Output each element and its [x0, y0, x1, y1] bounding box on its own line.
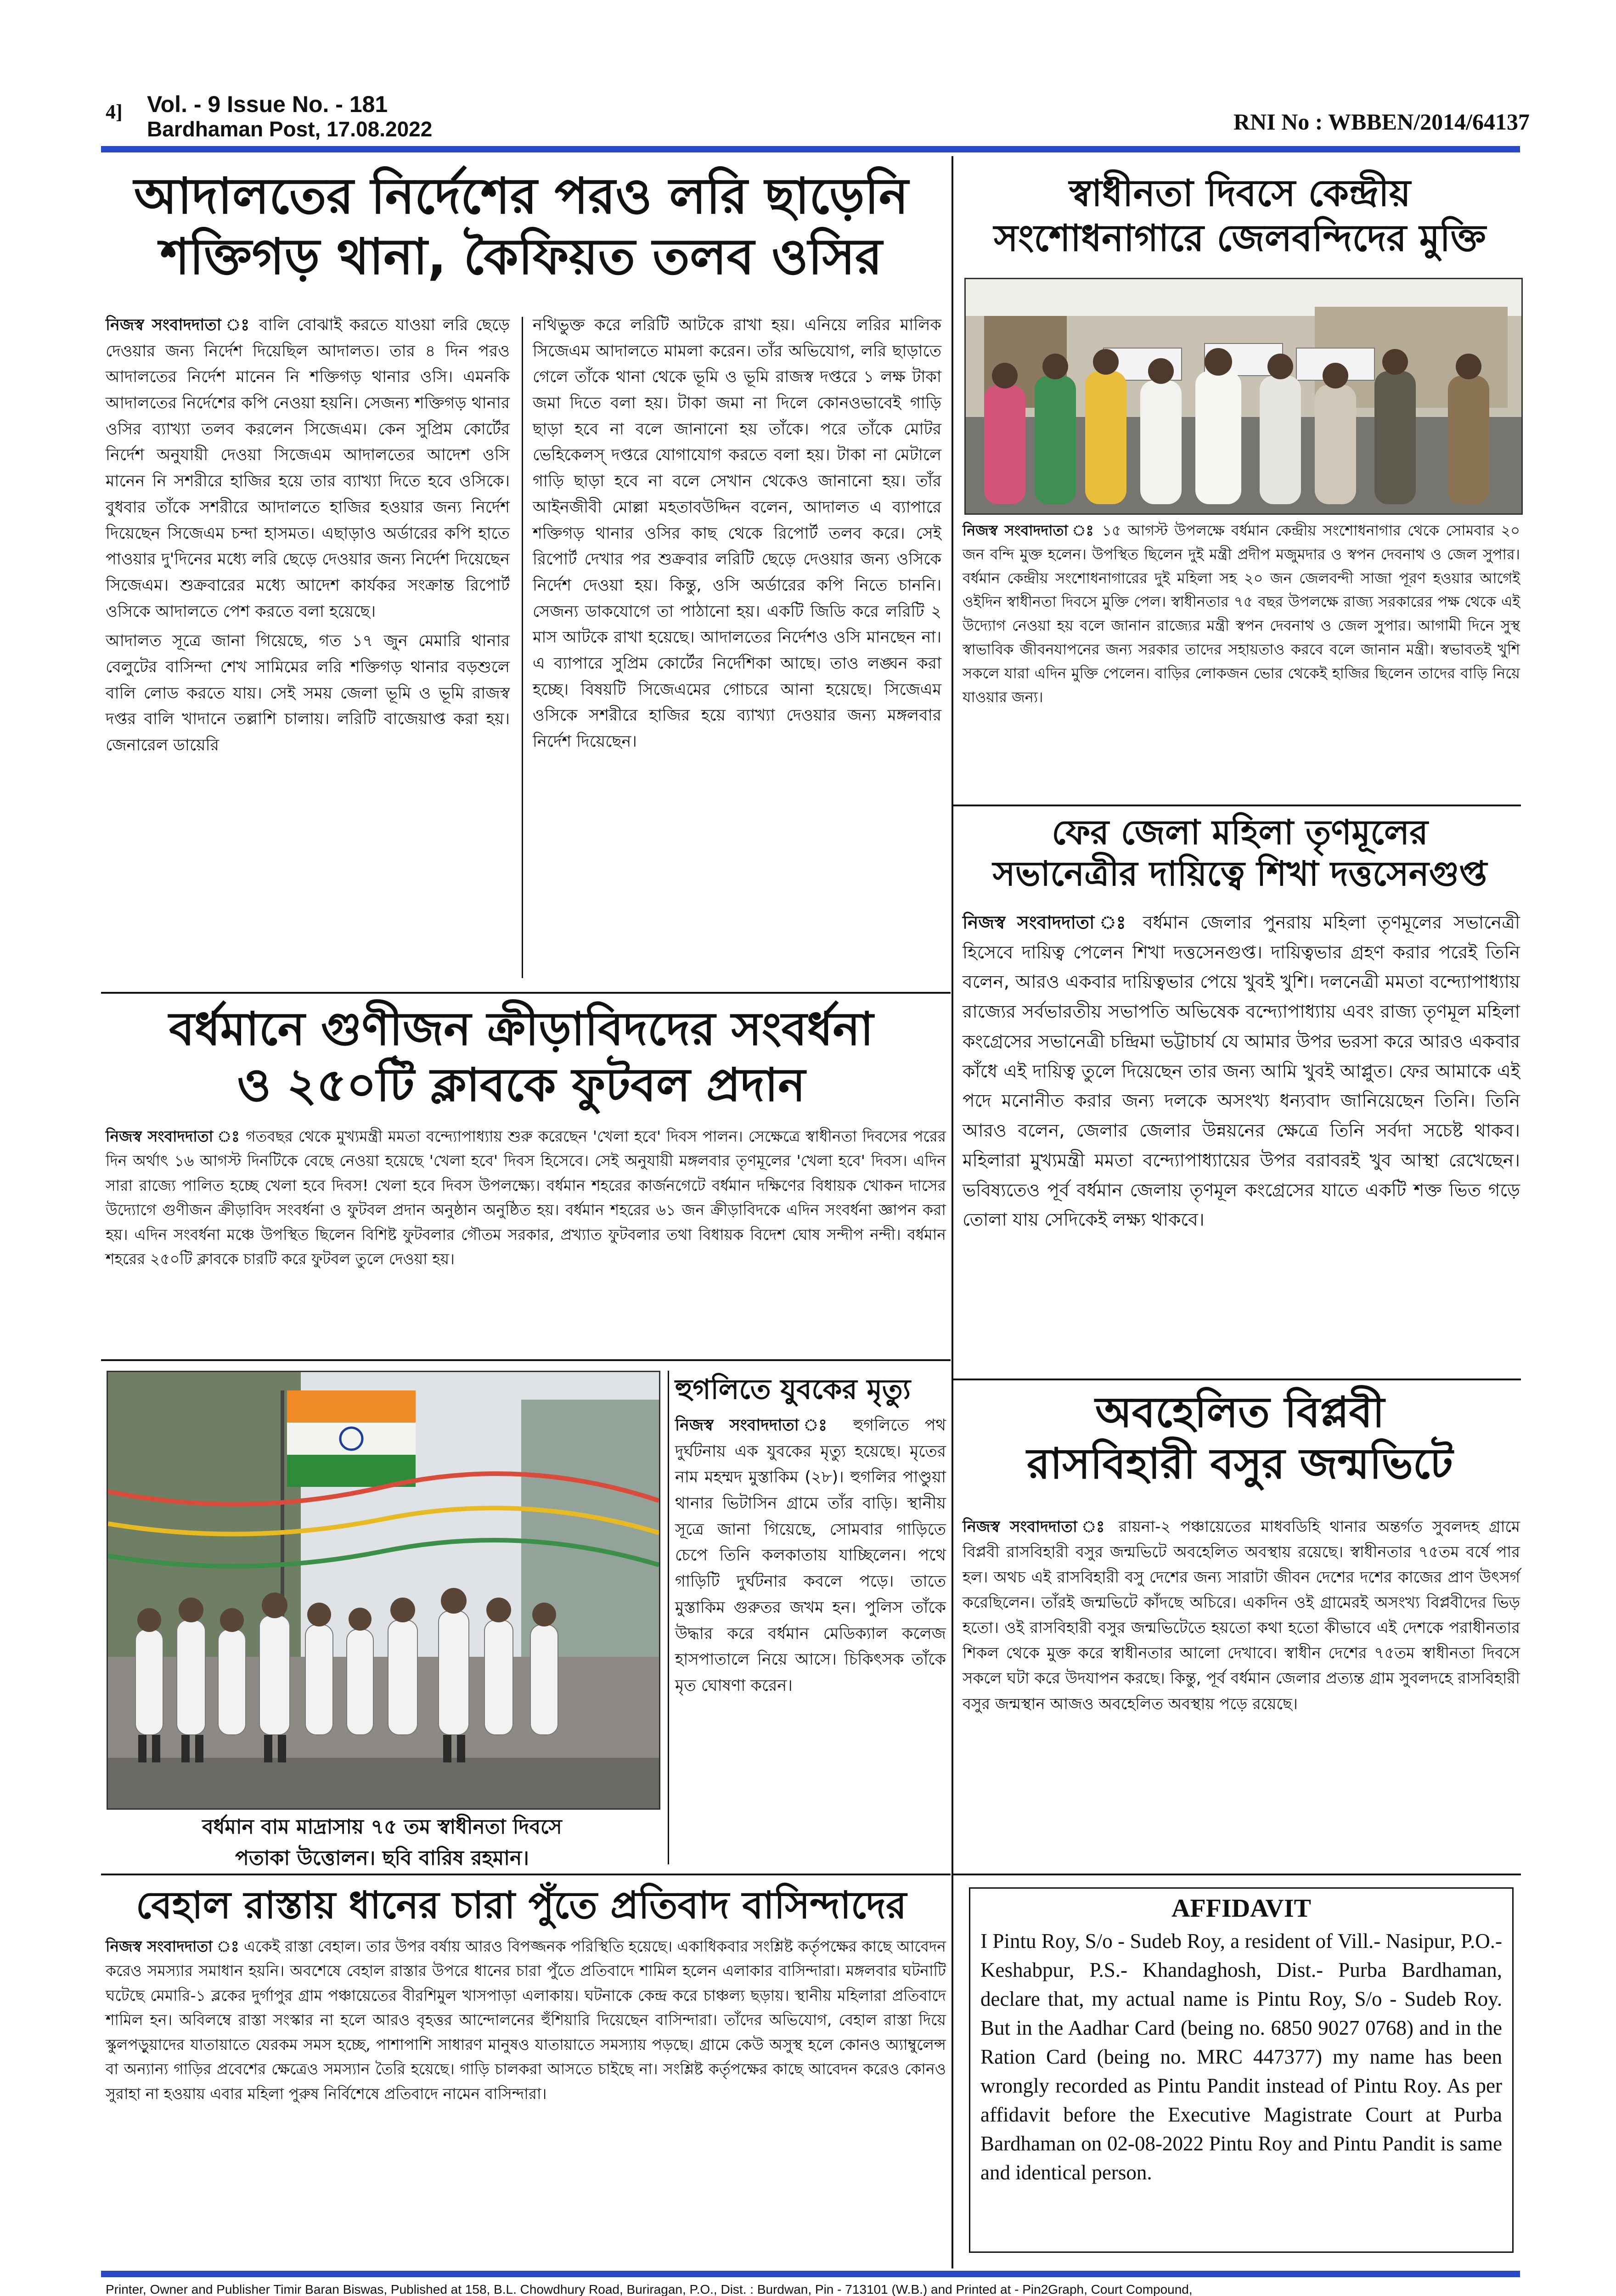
section-rule — [101, 1359, 951, 1361]
flag-hoisting-photo — [107, 1371, 660, 1810]
prisoner-release-photo — [964, 278, 1523, 515]
story5-headline: স্বাধীনতা দিবসে কেন্দ্রীয় সংশোধনাগারে জেলবন্দিদের মুক্তি — [994, 172, 1486, 259]
section-rule — [953, 1379, 1521, 1380]
story6-headline: ফের জেলা মহিলা তৃণমূলের সভানেত্রীর দায়িত্বে শিখা দত্তসেনগুপ্ত — [992, 813, 1487, 894]
top-blue-rule — [101, 146, 1520, 152]
imprint-line-1: Printer, Owner and Publisher Timir Baran Biswas, Published at 158, B.L. Chowdhury Road, Buriragan, P.O., Dist. : Burdwan, Pin - 713101 (W.B.) and Printed at - Pin2Graph, Court Compound, — [106, 2282, 1193, 2296]
affidavit-body: I Pintu Roy, S/o - Sudeb Roy, a resident of Vill.- Nasipur, P.O.- Keshabpur, P.S.- Khandaghosh, Dist.- Purba Bardhaman, declare that, my actual name is Pintu Roy, S/o - Sudeb Roy. But in the Aadhar Card (being no. 6850 9027 0768) and in the Ration Card (being no. MRC 447377) my name has been wrongly recorded as Pintu Pandit instead of Pintu Roy. As per affidavit before the Executive Magistrate Court at Purba Bardhaman on 02-08-2022 Pintu Roy and Pintu Pandit is same and identical person. — [980, 1930, 1502, 2184]
volume-issue: Vol. - 9 Issue No. - 181 — [147, 91, 388, 117]
story1-column-1: নিজস্ব সংবাদদাতা ঃ বালি বোঝাই করতে যাওয়া লরি ছেড়ে দেওয়ার জন্য নির্দেশ দিয়েছিল আদালত। তার ৪ দিন পরও আদালতের নির্দেশ মানেন নি শক্তিগড় থানার ওসি। এমনকি আদালতের নির্দেশের কপি নেওয়া হয়নি। সেজন্য শক্তিগড় থানার ওসির ব্যাখ্যা তলব করলেন সিজেএম। কেন সুপ্রিম কোর্টের নির্দেশ অনুযায়ী দেওয়া সিজেএম আদালতের আদেশ ওসি মানেন নি সশরীরে হাজির হয়ে তার ব্যাখ্যা দিতে হবে ওসিকে। বুধবার তাঁকে সশরীরে আদালতে হাজির হওয়ার জন্য নির্দেশ দিয়েছেন সিজেএম চন্দা হাসমত। এছাড়াও অর্ডারের কপি হাতে পাওয়ার দু'দিনের মধ্যে লরি ছেড়ে দেওয়ার জন্য নির্দেশ দিয়েছেন সিজেএম। শুক্রবারের মধ্যে আদেশ কার্যকর সংক্রান্ত রিপোর্ট ওসিকে আদালতে পেশ করতে বলা হয়েছে। আদালত সূত্রে জানা গিয়েছে, গত ১৭ জুন মেমারি থানার বেলুটের বাসিন্দা শেখ সামিমের লরি শক্তিগড় থানার বড়শুলে বালি লোড করতে যায়। সেই সময় জেলা ভূমি ও ভূমি রাজস্ব দপ্তর বালি খাদানে তল্লাশি চালায়। লরিটি বাজেয়াপ্ত করা হয়। জেনারেল ডায়েরি — [106, 316, 510, 754]
bottom-blue-rule — [101, 2271, 1520, 2277]
column-divider — [668, 1371, 669, 1864]
byline: নিজস্ব সংবাদদাতা ঃ — [106, 1127, 241, 1145]
byline: নিজস্ব সংবাদদাতা ঃ — [106, 1937, 239, 1955]
section-rule — [953, 805, 1521, 806]
paper-date: Bardhaman Post, 17.08.2022 — [147, 117, 433, 141]
story7-headline: অবহেলিত বিপ্লবী রাসবিহারী বসুর জন্মভিটে — [1026, 1388, 1453, 1489]
column-divider — [522, 317, 523, 978]
byline: নিজস্ব সংবাদদাতা ঃ — [963, 912, 1132, 933]
story4-body: নিজস্ব সংবাদদাতা ঃ একেই রাস্তা বেহাল। তার উপর বর্ষায় আরও বিপজ্জনক পরিস্থিতি হয়েছে। একাধিকবার সংশ্লিষ্ট কর্তৃপক্ষের কাছে আবেদন করেও সমস্যার সমাধান হয়নি। অবশেষে বেহাল রাস্তার উপরে ধানের চারা পুঁতে প্রতিবাদে শামিল হলেন এলাকার বাসিন্দারা। মঙ্গলবার ঘটনাটি ঘটেছে মেমারি-১ ব্লকের দুর্গাপুর গ্রাম পঞ্চায়েতের বীরশিমুল খাসপাড়া এলাকায়। ঘটনাকে কেন্দ্র করে চাঞ্চল্য ছড়ায়। স্থানীয় মহিলারা প্রতিবাদে শামিল হন। অবিলম্বে রাস্তা সংস্কার না হলে আরও বৃহত্তর আন্দোলনের হুঁশিয়ারি দিয়েছেন বাসিন্দারা। তাঁদের অভিযোগ, বেহাল রাস্তা দিয়ে স্কুলপড়ুয়াদের যাতায়াতে যেরকম সমস হচ্ছে, পাশাপাশি সাধারণ মানুষও যাতায়াতে সমস্যায় পড়ছে। গ্রামে কেউ অসুস্থ হলে কোনও অ্যাম্বুলেন্স বা অন্যান্য গাড়ির প্রবেশের ক্ষেত্রেও সমস্যান তৈরি হয়েছে। গাড়ি চালকরা আসতে চাইছে না। সংশ্লিষ্ট কর্তৃপক্ষের কাছে আবেদন করেও কোনও সুরাহা না হওয়ায় এবার মহিলা পুরুষ নির্বিশেষে প্রতিবাদে নামেন বাসিন্দারা। — [106, 1937, 946, 2103]
column-divider — [952, 156, 953, 2268]
story7-body: নিজস্ব সংবাদদাতা ঃ রায়না-২ পঞ্চায়েতের মাধবডিহি থানার অন্তর্গত সুবলদহ গ্রামে বিপ্লবী রাসবিহারী বসুর জন্মভিটে অবহেলিত অবস্থায় রয়েছে। স্বাধীনতার ৭৫তম বর্ষে পার হল। অথচ এই রাসবিহারী বসু দেশের জন্য সারাটা জীবন দেশের দশের কাজের প্রাণ উৎসর্গ করেছিলেন। তাঁরই জন্মভিটে কাঁদছে অচিরে। একদিন ওই গ্রামেরই অসংখ্য বিপ্লবীদের ভিড় হতো। ওই রাসবিহারী বসুর জন্মভিটেতে হয়তো কথা হতো কীভাবে এই দেশকে পরাধীনতার শিকল থেকে মুক্ত করে স্বাধীনতার আলো দেখাবে। স্বাধীন দেশের ৭৫তম স্বাধীনতা দিবসে সকলে ঘটা করে উদযাপন করছে। কিন্তু, পূর্ব বর্ধমান জেলার প্রত্যন্ত গ্রাম সুবলদহে রাসবিহারী বসুর জন্মস্থান আজও অবহেলিত অবস্থায় পড়ে রয়েছে। — [963, 1518, 1520, 1713]
photo-caption: বর্ধমান বাম মাদ্রাসায় ৭৫ তম স্বাধীনতা দিবসে পতাকা উত্তোলন। ছবি বারিষ রহমান। — [202, 1815, 562, 1870]
section-rule — [101, 1874, 951, 1875]
rni-number: RNI No : WBBEN/2014/64137 — [1233, 109, 1530, 135]
story3-body: নিজস্ব সংবাদদাতা ঃ হুগলিতে পথ দুর্ঘটনায় এক যুবকের মৃত্যু হয়েছে। মৃতের নাম মহম্মদ মুস্তাকিম (২৮)। হুগলির পাণ্ডুয়া থানার ভিটাসিন গ্রামে তাঁর বাড়ি। স্থানীয় সূত্রে জানা গিয়েছে, সোমবার গাড়িতে চেপে তিনি কলকাতায় যাচ্ছিলেন। পথে গাড়িটি দুর্ঘটনার কবলে পড়ে। তাতে মুস্তাকিম গুরুতর জখম হন। পুলিস তাঁকে উদ্ধার করে বর্ধমান মেডিক্যাল কলেজ হাসপাতালে নিয়ে আসে। চিকিৎসক তাঁকে মৃত ঘোষণা করেন। — [675, 1416, 946, 1695]
section-rule — [101, 992, 951, 994]
story3-headline: হুগলিতে যুবকের মৃত্যু — [675, 1373, 911, 1406]
story2-body: নিজস্ব সংবাদদাতা ঃ গতবছর থেকে মুখ্যমন্ত্রী মমতা বন্দ্যোপাধ্যায় শুরু করেছেন 'খেলা হবে' দিবস পালন। সেক্ষেত্রে স্বাধীনতা দিবসের পরের দিন অর্থাৎ ১৬ আগস্ট দিনটিকে বেছে নেওয়া হয়েছে 'খেলা হবে' দিবস হিসেবে। সেই অনুযায়ী মঙ্গলবার তৃণমূলের 'খেলা হবে' দিবস। এদিন সারা রাজ্যে পালিত হচ্ছে খেলা হবে দিবস! খেলা হবে দিবস উপলক্ষ্যে। বর্ধমান শহরের কার্জনগেটে বর্ধমান দক্ষিণের বিধায়ক খোকন দাসের উদ্যোগে গুণীজন ক্রীড়াবিদ সংবর্ধনা ও ফুটবল প্রদান অনুষ্ঠান অনুষ্ঠিত হয়। বর্ধমান শহরের ৬১ জন ক্রীড়াবিদকে এদিন সংবর্ধনা জ্ঞাপন করা হয়। এদিন সংবর্ধনা মঞ্চে উপস্থিত ছিলেন বিশিষ্ট ফুটবলার গৌতম সরকার, প্রখ্যাত ফুটবলার তথা বিধায়ক বিদেশ ঘোষ সন্দীপ নন্দী। বর্ধমান শহরের ২৫০টি ক্লাবকে চারটি করে ফুটবল তুলে দেওয়া হয়। — [106, 1127, 946, 1268]
story1-headline: আদালতের নির্দেশের পরও লরি ছাড়েনি শক্তিগড় থানা, কৈফিয়ত তলব ওসির — [134, 168, 909, 286]
byline: নিজস্ব সংবাদদাতা ঃ — [106, 316, 252, 334]
affidavit-box — [969, 1887, 1514, 2253]
story2-headline: বর্ধমানে গুণীজন ক্রীড়াবিদদের সংবর্ধনা ও ২৫০টি ক্লাবকে ফুটবল প্রদান — [169, 1002, 874, 1112]
affidavit-title: AFFIDAVIT — [1171, 1894, 1311, 1923]
byline: নিজস্ব সংবাদদাতা ঃ — [963, 1518, 1109, 1536]
byline: নিজস্ব সংবাদদাতা ঃ — [963, 522, 1096, 539]
story6-body: নিজস্ব সংবাদদাতা ঃ বর্ধমান জেলার পুনরায় মহিলা তৃণমূলের সভানেত্রী হিসেবে দায়িত্ব পেলেন শিখা দত্তসেনগুপ্ত। দায়িত্বভার গ্রহণ করার পরেই তিনি বলেন, আরও একবার দায়িত্বভার পেয়ে খুবই খুশি। দলনেত্রী মমতা বন্দ্যোপাধ্যায় রাজ্যের সর্বভারতীয় সভাপতি অভিষেক বন্দ্যোপাধ্যায় এবং রাজ্য তৃণমূল মহিলা কংগ্রেসের সভানেত্রী চন্দ্রিমা ভট্টাচার্য যে আমার উপর ভরসা করে আরও একবার কাঁধে এই দায়িত্ব তুলে দিয়েছেন তার জন্য আমি খুবই আপ্লুত। ফের আমাকে এই পদে মনোনীত করার জন্য দলকে অসংখ্য ধন্যবাদ জানিয়েছেন তিনি। তিনি আরও বলেন, জেলার জেলার উন্নয়নের ক্ষেত্রে তিনি সর্বদা সচেষ্ট থাকব। মহিলারা মুখ্যমন্ত্রী মমতা বন্দ্যোপাধ্যায়ের উপর বরাবরই খুব আস্থা রেখেছেন। ভবিষ্যতেও পূর্ব বর্ধমান জেলায় তৃণমূল কংগ্রেসের যাতে একটি শক্ত ভিত গড়ে তোলা যায় সেদিকেই লক্ষ্য থাকবে। — [963, 912, 1520, 1231]
section-rule — [953, 1874, 1521, 1875]
story4-headline: বেহাল রাস্তায় ধানের চারা পুঁতে প্রতিবাদ বাসিন্দাদের — [135, 1884, 907, 1927]
story1-column-2: নথিভুক্ত করে লরিটি আটকে রাখা হয়। এনিয়ে লরির মালিক সিজেএম আদালতে মামলা করেন। তাঁর অভিযোগ, লরি ছাড়াতে গেলে তাঁকে থানা থেকে ভূমি ও ভূমি রাজস্ব দপ্তরে ১ লক্ষ টাকা জমা দিতে বলা হয়। টাকা জমা না দিলে কোনওভাবেই গাড়ি ছাড়া হবে না বলে জানানো হয় তাঁকে। পরে তাঁকে মোটর ভেহিকেলস্ দপ্তরে যোগাযোগ করতে বলা হয়। টাকা না মেটালে গাড়ি ছাড়া হবে না বলে সেখান থেকেও জানানো হয়। তাঁর আইনজীবী মোল্লা মহতাবউদ্দিন বলেন, আদালত এ ব্যাপারে শক্তিগড় থানার ওসির কাছ থেকে রিপোর্ট তলব করে। সেই রিপোর্ট দেখার পর শুক্রবার লরিটি ছেড়ে দেওয়ার জন্য ওসিকে নির্দেশ দেওয়া হয়। কিন্তু, ওসি অর্ডারের কপি নিতে চাননি। সেজন্য ডাকযোগে তা পাঠানো হয়। একটি জিডি করে লরিটি ২ মাস আটকে রাখা হয়েছে। আদালতের নির্দেশও ওসি মানছেন না। এ ব্যাপারে সুপ্রিম কোর্টের নির্দেশিকা আছে। তাও লঙ্ঘন করা হচ্ছে। বিষয়টি সিজেএমের গোচরে আনা হয়েছে। সিজেএম ওসিকে সশরীরে হাজির হয়ে ব্যাখ্যা দেওয়ার জন্য মঙ্গলবার নির্দেশ দিয়েছেন। — [533, 316, 941, 751]
page-number: 4] — [106, 101, 123, 123]
byline: নিজস্ব সংবাদদাতা ঃ — [675, 1416, 838, 1435]
story5-body: নিজস্ব সংবাদদাতা ঃ ১৫ আগস্ট উপলক্ষে বর্ধমান কেন্দ্রীয় সংশোধনাগার থেকে সোমবার ২০ জন বন্দি মুক্ত হলেন। উপস্থিত ছিলেন দুই মন্ত্রী প্রদীপ মজুমদার ও স্বপন দেবনাথ ও জেল সুপার। বর্ধমান কেন্দ্রীয় সংশোধনাগারের দুই মহিলা সহ ২০ জন জেলবন্দী সাজা পূরণ হওয়ার আগেই ওইদিন স্বাধীনতা দিবসে মুক্তি পেল। স্বাধীনতার ৭৫ বছর উপলক্ষে রাজ্য সরকারের পক্ষ থেকে এই উদ্যোগ নেওয়া হয় বলে জানান রাজ্যের মন্ত্রী স্বপন দেবনাথ ও জেল সুপার। আগামী দিনে সুস্থ স্বাভাবিক জীবনযাপনের জন্য সরকার তাদের সহায়তাও করবে বলে জানান মন্ত্রী। স্বভাবতই খুশি সকলে যারা এদিন মুক্তি পেলেন। বাড়ির লোকজন ভোর থেকেই হাজির ছিলেন তাদের বাড়ি নিয়ে যাওয়ার জন্য। — [963, 522, 1520, 706]
